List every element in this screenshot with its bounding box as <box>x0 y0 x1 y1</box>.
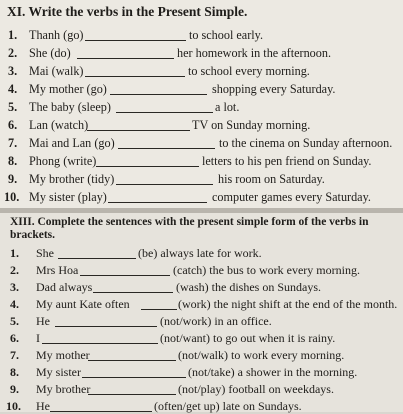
item-subject: She <box>36 246 54 260</box>
item-number: 7. <box>8 136 18 150</box>
answer-blank[interactable] <box>55 314 157 327</box>
item-subject: Mai and Lan (go) <box>29 136 115 150</box>
answer-blank[interactable] <box>116 172 213 185</box>
item-number: 3. <box>10 280 19 294</box>
answer-blank[interactable] <box>88 382 176 395</box>
item-subject: He <box>36 399 50 413</box>
answer-blank[interactable] <box>85 28 186 41</box>
item-subject: The baby (sleep) <box>29 100 111 114</box>
answer-blank[interactable] <box>87 118 190 131</box>
item-rest: (wash) the dishes on Sundays. <box>176 280 321 294</box>
item-rest: (not/take) a shower in the morning. <box>188 365 358 379</box>
item-rest: (work) the night shift at the end of the month. <box>178 297 398 311</box>
answer-blank[interactable] <box>141 297 177 310</box>
item-rest: her homework in the afternoon. <box>177 46 331 60</box>
item-number: 9. <box>8 172 18 186</box>
item-rest: (not/play) football on weekdays. <box>178 382 334 396</box>
item-subject: My brother (tidy) <box>29 172 115 186</box>
item-rest: to school every morning. <box>188 64 310 78</box>
item-number: 4. <box>8 82 18 96</box>
answer-blank[interactable] <box>118 136 215 149</box>
item-number: 5. <box>10 314 19 328</box>
exercise-xi-title: XI. Write the verbs in the Present Simple. <box>7 4 248 19</box>
answer-blank[interactable] <box>82 365 186 378</box>
item-subject: I <box>36 331 40 345</box>
answer-blank[interactable] <box>88 348 176 361</box>
item-subject: Thanh (go) <box>29 28 84 42</box>
item-subject: My aunt Kate often <box>36 297 130 311</box>
item-number: 2. <box>8 46 18 60</box>
exercise-xiii-section <box>0 213 403 412</box>
item-number: 8. <box>8 154 18 168</box>
answer-blank[interactable] <box>93 280 173 293</box>
item-subject: My brother <box>36 382 91 396</box>
item-number: 8. <box>10 365 19 379</box>
answer-blank[interactable] <box>116 100 213 113</box>
item-subject: Dad always <box>36 280 93 294</box>
item-rest: computer games every Saturday. <box>212 190 371 204</box>
item-rest: letters to his pen friend on Sunday. <box>202 154 372 168</box>
answer-blank[interactable] <box>80 263 170 276</box>
item-rest: (be) always late for work. <box>138 246 262 260</box>
item-rest: a lot. <box>215 100 240 114</box>
item-rest: TV on Sunday morning. <box>192 118 311 132</box>
exercise-xiii-title: XIII. Complete the sentences with the present simple form of the verbs in brackets. <box>10 216 369 241</box>
item-number: 1. <box>10 246 19 260</box>
item-subject: My sister <box>36 365 81 379</box>
item-rest: his room on Saturday. <box>218 172 325 186</box>
item-number: 5. <box>8 100 18 114</box>
answer-blank[interactable] <box>77 46 174 59</box>
answer-blank[interactable] <box>50 399 152 412</box>
item-rest: (not/work) in an office. <box>160 314 272 328</box>
item-rest: to the cinema on Sunday afternoon. <box>219 136 393 150</box>
item-subject: My sister (play) <box>29 190 107 204</box>
item-subject: Lan (watch) <box>29 118 89 132</box>
item-number: 9. <box>10 382 19 396</box>
item-number: 2. <box>10 263 19 277</box>
item-rest: (not/walk) to work every morning. <box>178 348 345 362</box>
item-rest: (catch) the bus to work every morning. <box>173 263 360 277</box>
item-rest: shopping every Saturday. <box>212 82 336 96</box>
item-rest: (not/want) to go out when it is rainy. <box>160 331 336 345</box>
item-subject: Phong (write) <box>29 154 97 168</box>
answer-blank[interactable] <box>110 82 207 95</box>
answer-blank[interactable] <box>42 331 158 344</box>
item-number: 6. <box>10 331 19 345</box>
item-number: 7. <box>10 348 19 362</box>
item-subject: Mrs Hoa <box>36 263 79 277</box>
item-subject: She (do) <box>29 46 71 60</box>
answer-blank[interactable] <box>96 154 199 167</box>
item-rest: (often/get up) late on Sundays. <box>154 399 302 413</box>
item-subject: He <box>36 314 50 328</box>
item-subject: Mai (walk) <box>29 64 84 78</box>
item-subject: My mother (go) <box>29 82 107 96</box>
answer-blank[interactable] <box>108 190 207 203</box>
item-number: 4. <box>10 297 19 311</box>
item-number: 6. <box>8 118 18 132</box>
answer-blank[interactable] <box>85 64 185 77</box>
item-number: 1. <box>8 28 18 42</box>
item-subject: My mother <box>36 348 90 362</box>
answer-blank[interactable] <box>58 246 136 259</box>
item-number: 10. <box>6 399 21 413</box>
item-number: 3. <box>8 64 18 78</box>
item-number: 10. <box>4 190 20 204</box>
item-rest: to school early. <box>189 28 264 42</box>
